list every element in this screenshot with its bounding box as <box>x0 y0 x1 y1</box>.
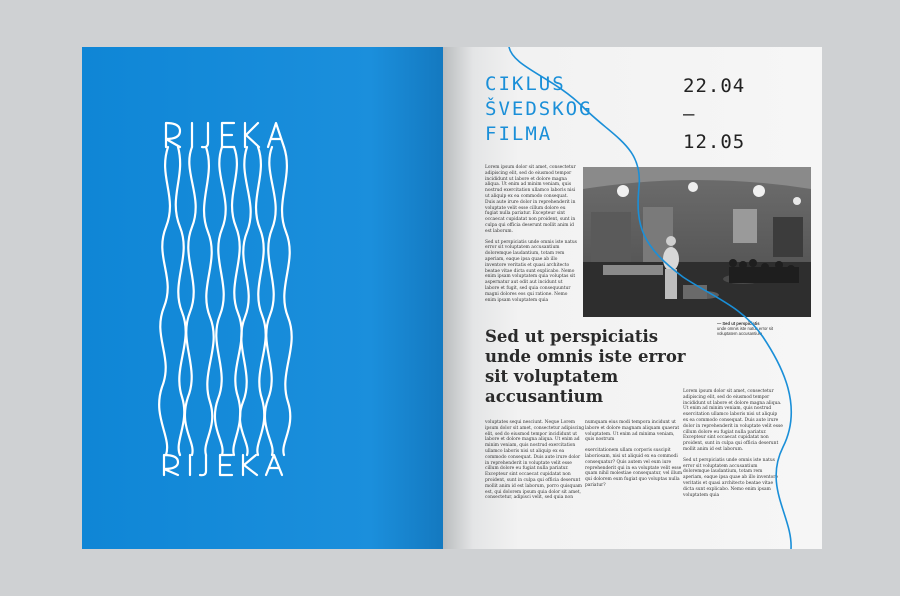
series-title <box>485 72 593 147</box>
right-page-article <box>443 47 822 549</box>
title-line-2: ŠVEDSKOG <box>485 98 593 120</box>
title-line-1: CIKLUS <box>485 73 566 95</box>
intro-column <box>485 165 577 308</box>
date-end: 12.05 <box>683 131 746 153</box>
date-range <box>683 72 745 156</box>
body-paragraph-1: voluptates sequi nesciunt. Neque Lorem ipsum dolor sit amet, consectetur adipiscing elit, sed do eiusmod tempor incididunt ut labore et dolore magna aliqua. Ut enim ad minim veniam, quis nostrud exercitation ullamco laboris nisi ut aliquip ex ea commodo consequat. Duis aute irure dolor in reprehenderit in voluptate velit esse cillum dolore eu fugiat nulla pariatur. Excepteur sint occaecat cupidatat non proident, sunt in culpa qui officia deserunt mollit anim id est laborum, porro quisquam est, qui dolorem ipsum quia dolor sit amet, consectetur, adipisci velit, sed quia non <box>485 420 585 501</box>
body-paragraph-3a: Lorem ipsum dolor sit amet, consectetur adipiscing elit, sed do eiusmod tempor incididunt ut labore et dolore magna aliqua. Ut enim ad minim veniam, quis nostrud exercitation ullamco laboris nisi ut aliquip ex ea commodo consequat. Duis aute irure dolor in reprehenderit in voluptate velit esse cillum dolore eu fugiat nulla pariatur. Excepteur sint occaecat cupidatat non proident, sunt in culpa qui officia deserunt mollit anim id est laborum. <box>683 389 783 452</box>
photo-caption <box>717 321 777 336</box>
magazine-spread <box>82 47 822 549</box>
cafe-scene-image <box>583 167 811 317</box>
body-column-2 <box>585 420 685 494</box>
date-start: 22.04 <box>683 75 746 97</box>
caption-text: unde omnis iste natus error sit voluptatem accusantium <box>717 326 774 336</box>
left-page-cover <box>82 47 443 549</box>
film-still-photo <box>583 167 811 317</box>
body-paragraph-2b: exercitationem ullam corporis suscipit laboriosam, nisi ut aliquid ex ea commodi consequatur? Quis autem vel eum iure reprehenderit qui in ea voluptate velit esse quam nihil molestiae consequatur, vel illum qui dolorem eum fugiat quo voluptas nulla pariatur? <box>585 448 683 488</box>
intro-paragraph-1: Lorem ipsum dolor sit amet, consectetur adipiscing elit, sed do eiusmod tempor incididunt ut labore et dolore magna aliqua. Ut enim ad minim veniam, quis nostrud exercitation ullamco laboris nisi ut aliquip ex ea commodo consequat. Duis aute irure dolor in reprehenderit in voluptate velit esse cillum dolore eu fugiat nulla pariatur. Excepteur sint occaecat cupidatat non proident, sunt in culpa qui officia deserunt mollit anim id est laborum. <box>485 165 576 234</box>
date-dash: — <box>683 103 696 125</box>
caption-title: — Sed ut perspiciatis <box>717 321 760 326</box>
body-column-1 <box>485 420 585 506</box>
body-paragraph-2a: numquam eius modi tempora incidunt ut labore et dolore magnam aliquam quaerat voluptatem. Ut enim ad minima veniam, quis nostrum <box>585 420 680 443</box>
article-headline: Sed ut perspiciatis unde omnis iste error sit voluptatem accusantium <box>485 327 686 406</box>
body-column-3 <box>683 389 783 503</box>
title-line-3: FILMA <box>485 123 553 145</box>
intro-paragraph-2: Sed ut perspiciatis unde omnis iste natus error sit voluptatem accusantium doloremque laudantium, totam rem aperiam, eaque ipsa quae ab illo inventore veritatis et quasi architecto beatae vitae dicta sunt explicabo. Nemo enim ipsam voluptatem quia voluptas sit aspernatur aut odit aut incidunt ut labore et fugit, sed quia consequuntur magni dolores eos qui ratione. Nemo enim ipsam voluptatem quia <box>485 239 577 303</box>
body-paragraph-3b: Sed ut perspiciatis unde omnis iste natus error sit voluptatem accusantium doloremque laudantium, totam rem aperiam, eaque ipsa quae ab illo inventore veritatis et quasi architecto beatae vitae dicta sunt explicabo. Nemo enim ipsam voluptatem quia <box>683 457 779 498</box>
wavy-lettering-art <box>82 47 443 549</box>
